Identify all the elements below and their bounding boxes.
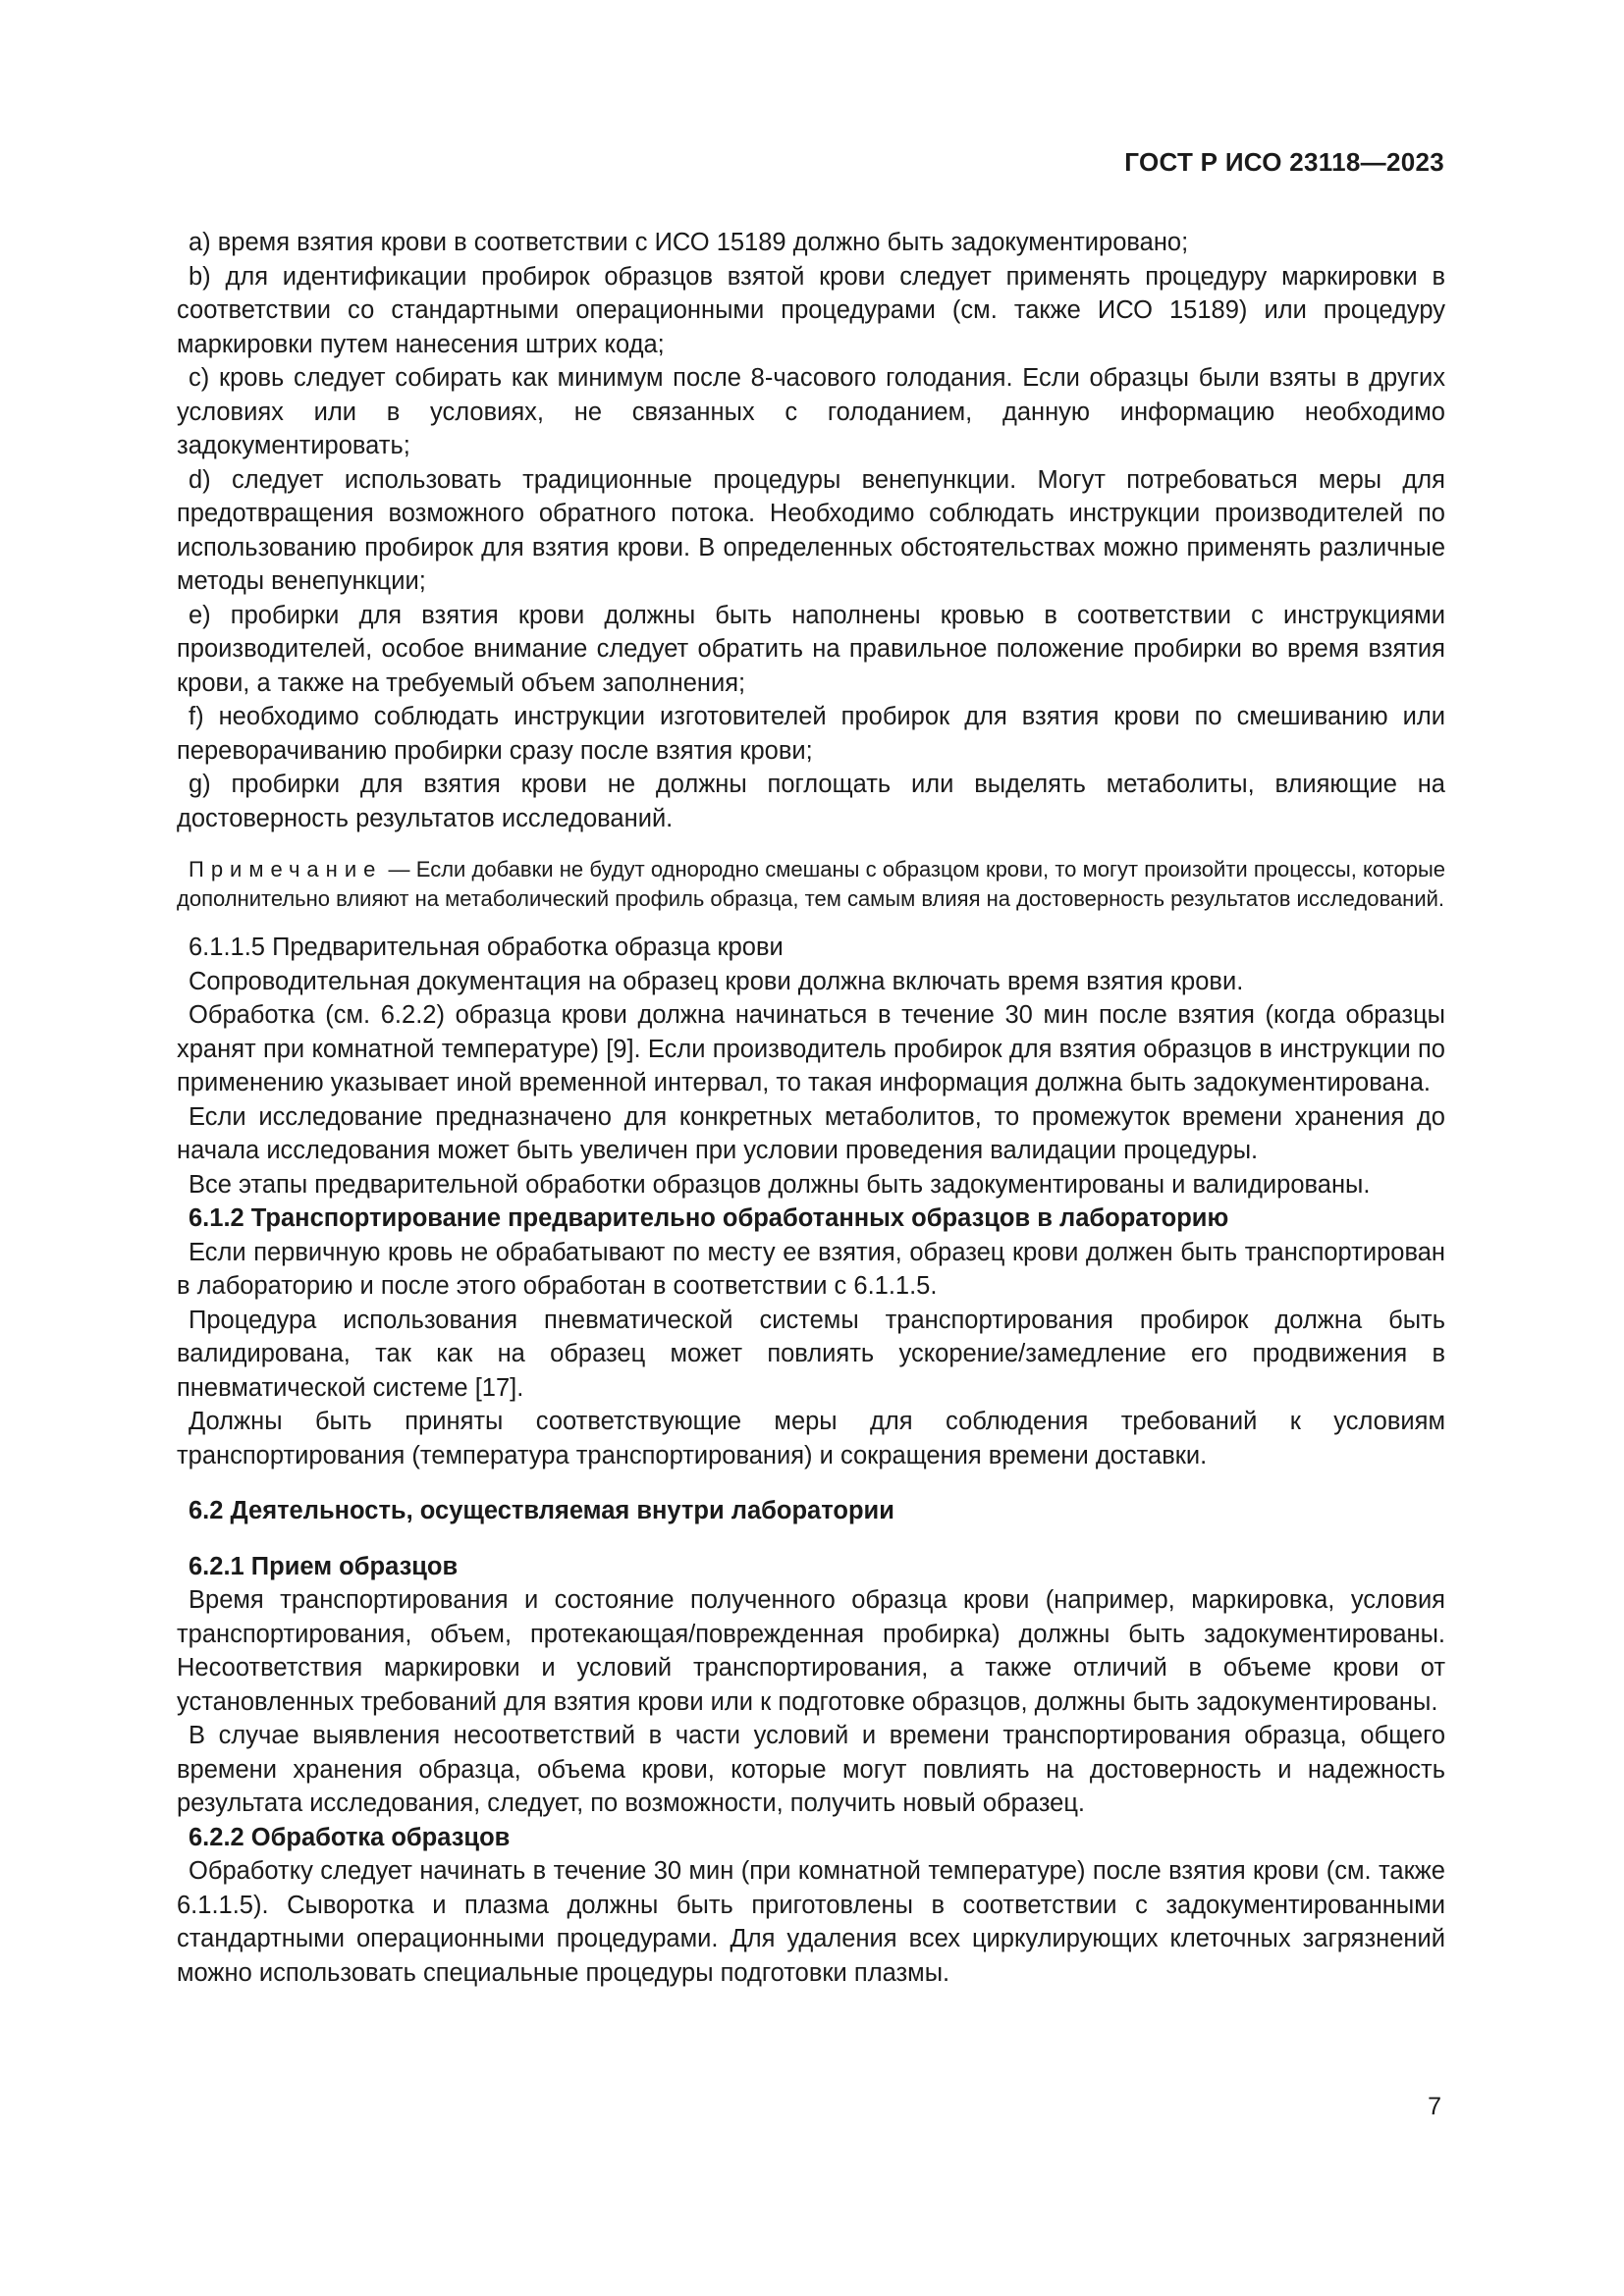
section-6-2-2-title: 6.2.2 Обработка образцов xyxy=(189,1823,511,1851)
paragraph: Процедура использования пневматической системы транспортирования пробирок должна быть валидирована, так как на образец может повлиять ускорение/замедление его продвижения в пневматической системе [17]. xyxy=(177,1306,1445,1402)
paragraph: В случае выявления несоответствий в части условий и времени транспортирования образца, общего времени хранения образца, объема крови, которые могут повлиять на достоверность и надежность результата исследования, следует, по возможности, получить новый образец. xyxy=(177,1722,1445,1817)
list-item-b: b) для идентификации пробирок образцов взятой крови следует применять процедуру маркировки в соответствии со стандартными операционными процедурами (см. также ИСО 15189) или процедуру маркировки путем нанесения штрих кода; xyxy=(177,262,1445,358)
page-number: 7 xyxy=(1428,2093,1441,2120)
section-6-2-1-title: 6.2.1 Прием образцов xyxy=(189,1552,459,1580)
paragraph: Должны быть приняты соответствующие меры для соблюдения требований к условиям транспортирования (температура транспортирования) и сокращения времени доставки. xyxy=(177,1408,1445,1469)
paragraph: Если первичную кровь не обрабатывают по месту ее взятия, образец крови должен быть транспортирован в лабораторию и после этого обработан в соответствии с 6.1.1.5. xyxy=(177,1238,1445,1300)
paragraph: Все этапы предварительной обработки образцов должны быть задокументированы и валидированы. xyxy=(189,1170,1371,1199)
note xyxy=(177,855,1445,913)
list-item-a: a) время взятия крови в соответствии с ИСО 15189 должно быть задокументировано; xyxy=(189,229,1189,256)
paragraph: Сопроводительная документация на образец крови должна включать время взятия крови. xyxy=(189,967,1244,995)
paragraph: Обработку следует начинать в течение 30 мин (при комнатной температуре) после взятия крови (см. также 6.1.1.5). Сыворотка и плазма должны быть приготовлены в соответствии с задокументированными стандартными операционными процедурами. Для удаления всех циркулирующих клеточных загрязнений можно использовать специальные процедуры подготовки плазмы. xyxy=(177,1857,1445,1987)
list-item-g: g) пробирки для взятия крови не должны поглощать или выделять метаболиты, влияющие на достоверность результатов исследований. xyxy=(177,771,1445,832)
list-item-c: c) кровь следует собирать как минимум после 8-часового голодания. Если образцы были взяты в других условиях или в условиях, не связанных с голоданием, данную информацию необходимо задокументировать; xyxy=(177,364,1445,459)
section-6-1-1-5-title: 6.1.1.5 Предварительная обработка образца крови xyxy=(189,934,784,961)
note-label: Примечание xyxy=(189,857,383,881)
paragraph: Обработка (см. 6.2.2) образца крови должна начинаться в течение 30 мин после взятия (когда образцы хранят при комнатной температуре) [9]. Если производитель пробирок для взятия образцов в инструкции по применению указывает иной временной интервал, то такая информация должна быть задокументирована. xyxy=(177,1001,1445,1096)
note-text: — Если добавки не будут однородно смешаны с образцом крови, то могут произойти процессы, которые дополнительно влияют на метаболический профиль образца, тем самым влияя на достоверность результатов исследований. xyxy=(177,857,1445,911)
list-item-e: e) пробирки для взятия крови должны быть наполнены кровью в соответствии с инструкциями производителей, особое внимание следует обратить на правильное положение пробирки во время взятия крови, а также на требуемый объем заполнения; xyxy=(177,601,1445,697)
paragraph: Если исследование предназначено для конкретных метаболитов, то промежуток времени хранения до начала исследования может быть увеличен при условии проведения валидации процедуры. xyxy=(177,1102,1445,1164)
list-item-f: f) необходимо соблюдать инструкции изготовителей пробирок для взятия крови по смешиванию или переворачиванию пробирки сразу после взятия крови; xyxy=(177,703,1445,765)
list-item-d: d) следует использовать традиционные процедуры венепункции. Могут потребоваться меры для предотвращения возможного обратного потока. Необходимо соблюдать инструкции производителей по использованию пробирок для взятия крови. В определенных обстоятельствах можно применять различные методы венепункции; xyxy=(177,465,1445,595)
document-code: ГОСТ Р ИСО 23118—2023 xyxy=(1124,147,1444,177)
section-6-1-2-title: 6.1.2 Транспортирование предварительно обработанных образцов в лабораторию xyxy=(189,1204,1229,1232)
document-body xyxy=(177,226,1445,1990)
paragraph: Время транспортирования и состояние полученного образца крови (например, маркировка, условия транспортирования, объем, протекающая/поврежденная пробирка) должны быть задокументированы. Несоответствия маркировки и условий транспортирования, а также отличий в объеме крови от установленных требований для взятия крови или к подготовке образцов, должны быть задокументированы. xyxy=(177,1586,1445,1716)
section-6-2-title: 6.2 Деятельность, осуществляемая внутри лаборатории xyxy=(189,1497,894,1524)
